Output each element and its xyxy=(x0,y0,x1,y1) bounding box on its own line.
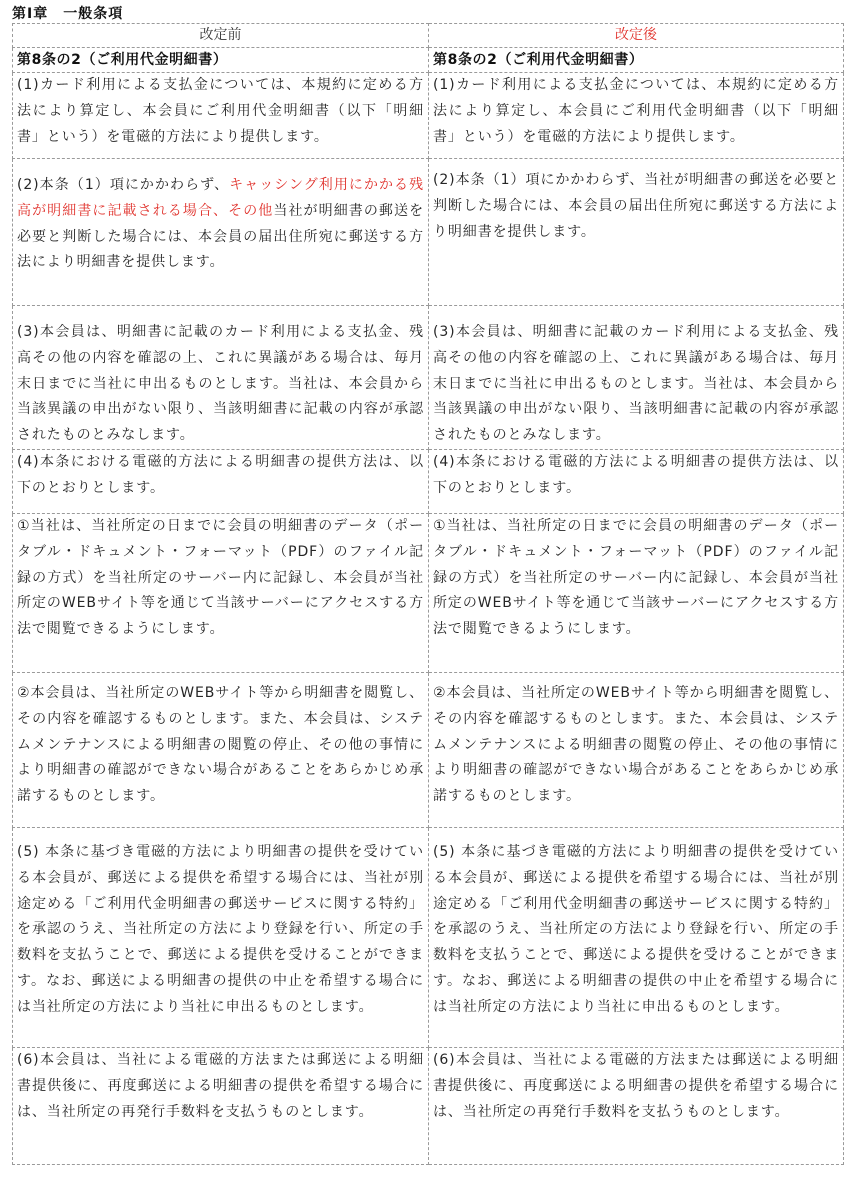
table-row xyxy=(13,449,844,513)
table-row xyxy=(13,513,844,672)
column-header-after: 改定後 xyxy=(429,24,844,48)
clause-3-after: (3)本会員は、明細書に記載のカード利用による支払金、残高その他の内容を確認の上、これに異議がある場合は、毎月末日までに当社に申出るものとします。当社は、本会員から当該異議の申出がない限り、当該明細書に記載の内容が承認されたものとみなします。 xyxy=(429,306,844,450)
clause-4-before: (4)本条における電磁的方法による明細書の提供方法は、以下のとおりとします。 xyxy=(13,449,429,513)
clause-4-1-after: ①当社は、当社所定の日までに会員の明細書のデータ（ポータブル・ドキュメント・フォーマット（PDF）のファイル記録の方式）を当社所定のサーバー内に記録し、本会員が当社所定のWEBサイト等を通じて当該サーバーにアクセスする方法で閲覧できるようにします。 xyxy=(429,513,844,672)
table-row xyxy=(13,73,844,159)
clause-2-before-suffix: 当社が明細書の郵送を必要と判断した場合には、本会員の届出住所宛に郵送する方法により明細書を提供します。 xyxy=(17,202,424,271)
clause-6-before: (6)本会員は、当社による電磁的方法または郵送による明細書提供後に、再度郵送による明細書の提供を希望する場合には、当社所定の再発行手数料を支払うものとします。 xyxy=(13,1047,429,1164)
clause-2-removed-text: キャッシング利用にかかる残高が明細書に記載される場合、その他 xyxy=(17,177,424,219)
comparison-table xyxy=(12,23,844,1165)
clause-2-after: (2)本条（1）項にかかわらず、当社が明細書の郵送を必要と判断した場合には、本会員の届出住所宛に郵送する方法により明細書を提供します。 xyxy=(429,159,844,306)
clause-1-after: (1)カード利用による支払金については、本規約に定める方法により算定し、本会員にご利用代金明細書（以下「明細書」という）を電磁的方法により提供します。 xyxy=(429,73,844,159)
clause-4-after: (4)本条における電磁的方法による明細書の提供方法は、以下のとおりとします。 xyxy=(429,449,844,513)
clause-2-before xyxy=(13,159,429,306)
clause-4-2-before: ②本会員は、当社所定のWEBサイト等から明細書を閲覧し、その内容を確認するものとします。また、本会員は、システムメンテナンスによる明細書の閲覧の停止、その他の事情により明細書の確認ができない場合があることをあらかじめ承諾するものとします。 xyxy=(13,672,429,827)
clause-3-before: (3)本会員は、明細書に記載のカード利用による支払金、残高その他の内容を確認の上、これに異議がある場合は、毎月末日までに当社に申出るものとします。当社は、本会員から当該異議の申出がない限り、当該明細書に記載の内容が承認されたものとみなします。 xyxy=(13,306,429,450)
table-row xyxy=(13,1047,844,1164)
table-row xyxy=(13,672,844,827)
clause-5-before: (5) 本条に基づき電磁的方法により明細書の提供を受けている本会員が、郵送による提供を希望する場合には、当社が別途定める「ご利用代金明細書の郵送サービスに関する特約」を承認のうえ、当社所定の方法により登録を行い、所定の手数料を支払うことで、郵送による提供を受けることができます。なお、郵送による明細書の提供の中止を希望する場合には当社所定の方法により当社に申出るものとします。 xyxy=(13,827,429,1047)
clause-4-2-after: ②本会員は、当社所定のWEBサイト等から明細書を閲覧し、その内容を確認するものとします。また、本会員は、システムメンテナンスによる明細書の閲覧の停止、その他の事情により明細書の確認ができない場合があることをあらかじめ承諾するものとします。 xyxy=(429,672,844,827)
clause-6-after: (6)本会員は、当社による電磁的方法または郵送による明細書提供後に、再度郵送による明細書の提供を希望する場合には、当社所定の再発行手数料を支払うものとします。 xyxy=(429,1047,844,1164)
table-row xyxy=(13,306,844,450)
table-row xyxy=(13,827,844,1047)
column-header-before: 改定前 xyxy=(13,24,429,48)
article-title-after: 第8条の2（ご利用代金明細書） xyxy=(429,48,844,73)
clause-1-before: (1)カード利用による支払金については、本規約に定める方法により算定し、本会員にご利用代金明細書（以下「明細書」という）を電磁的方法により提供します。 xyxy=(13,73,429,159)
article-title-row xyxy=(13,48,844,73)
clause-2-before-prefix: (2)本条（1）項にかかわらず、 xyxy=(17,177,230,193)
header-row xyxy=(13,24,844,48)
table-row xyxy=(13,159,844,306)
chapter-title: 第Ⅰ章 一般条項 xyxy=(12,6,124,22)
clause-5-after: (5) 本条に基づき電磁的方法により明細書の提供を受けている本会員が、郵送による提供を希望する場合には、当社が別途定める「ご利用代金明細書の郵送サービスに関する特約」を承認のうえ、当社所定の方法により登録を行い、所定の手数料を支払うことで、郵送による提供を受けることができます。なお、郵送による明細書の提供の中止を希望する場合には当社所定の方法により当社に申出るものとします。 xyxy=(429,827,844,1047)
clause-4-1-before: ①当社は、当社所定の日までに会員の明細書のデータ（ポータブル・ドキュメント・フォーマット（PDF）のファイル記録の方式）を当社所定のサーバー内に記録し、本会員が当社所定のWEBサイト等を通じて当該サーバーにアクセスする方法で閲覧できるようにします。 xyxy=(13,513,429,672)
article-title-before: 第8条の2（ご利用代金明細書） xyxy=(13,48,429,73)
